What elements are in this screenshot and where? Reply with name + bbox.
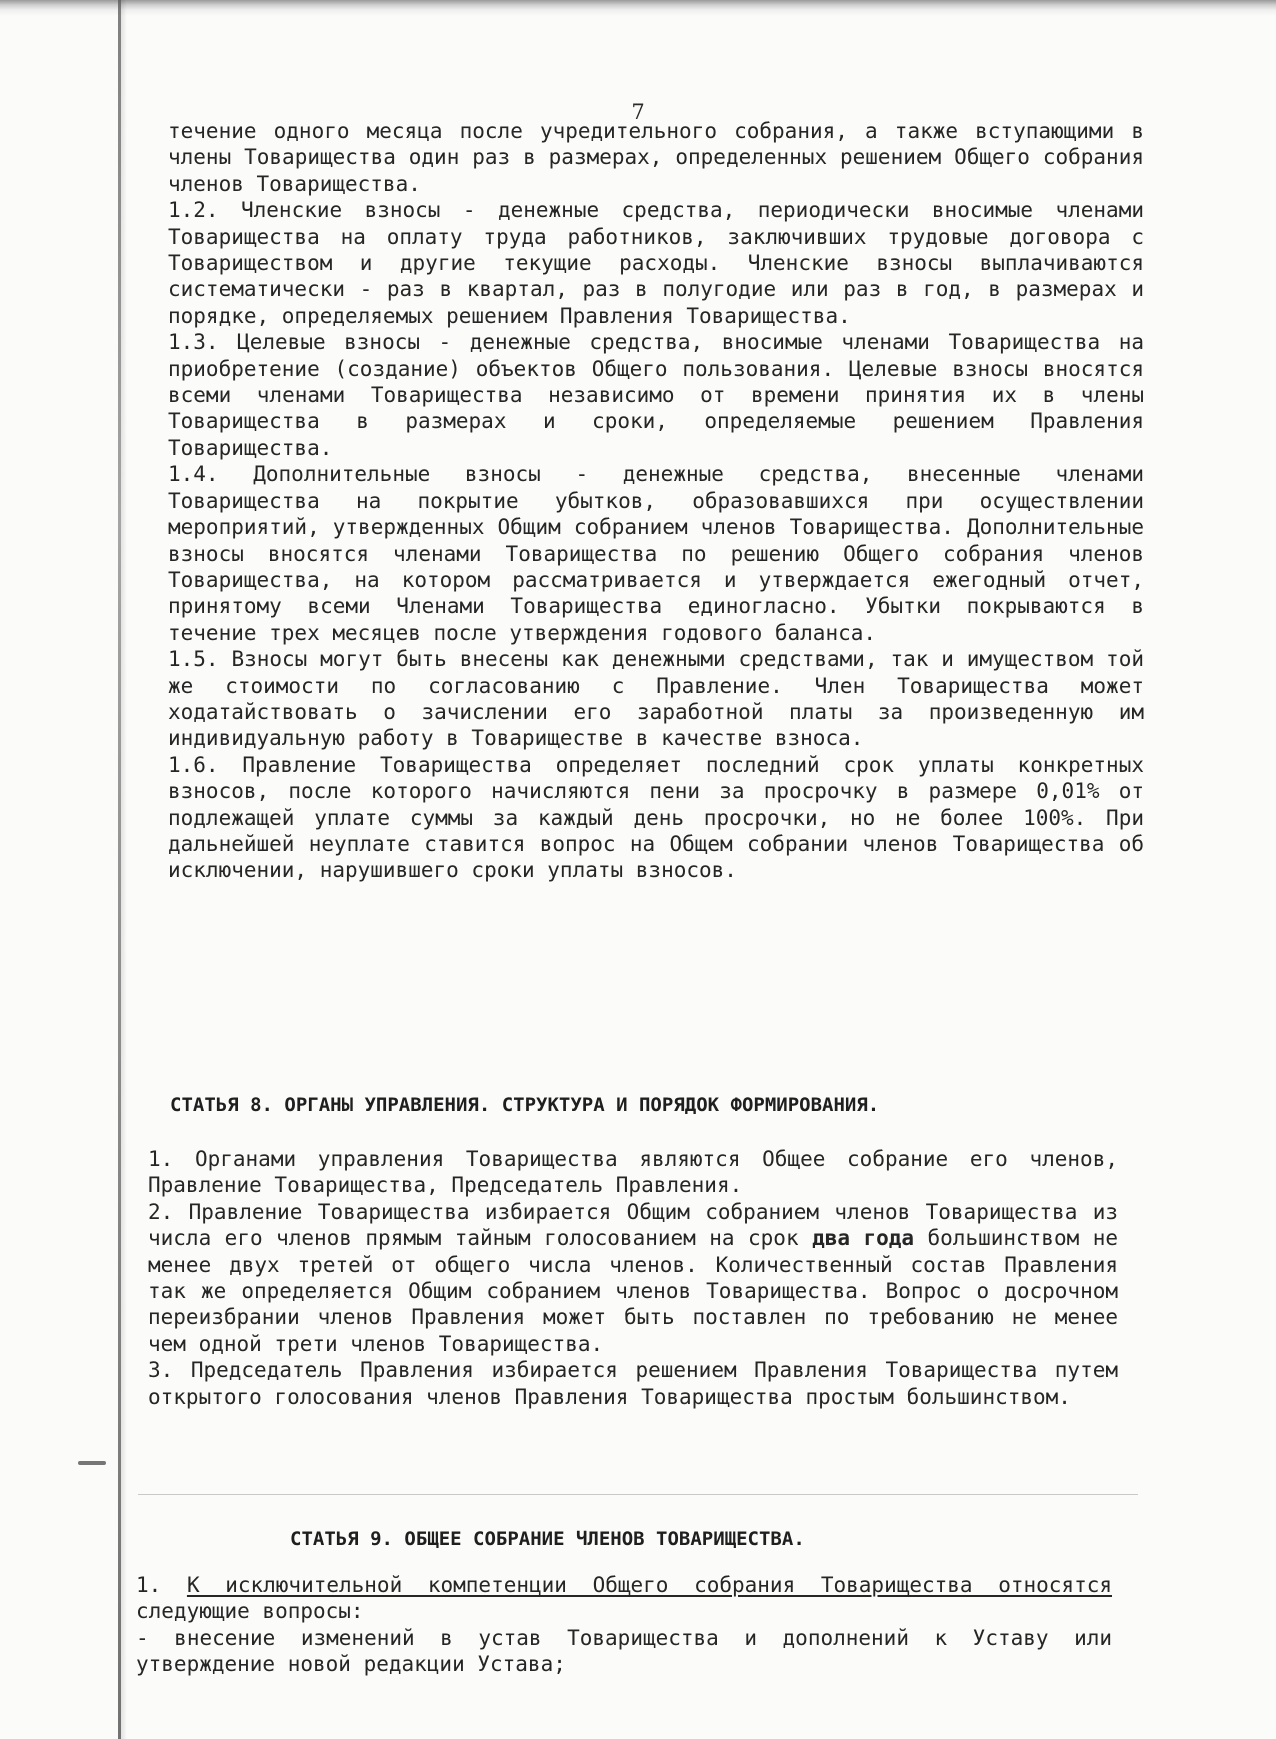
article9-body <box>136 1572 1112 1678</box>
article8-heading: СТАТЬЯ 8. ОРГАНЫ УПРАВЛЕНИЯ. СТРУКТУРА И ПОРЯДОК ФОРМИРОВАНИЯ. <box>170 1094 880 1116</box>
paragraph-1-3: 1.3. Целевые взносы - денежные средства, вносимые членами Товарищества на приобретение (создание) объектов Общего пользования. Целевые взносы вносятся всеми членами Товарищества независимо от времени принятия их в члены Товарищества в размерах и сроки, определяемые решением Правления Товарищества. <box>168 330 1144 460</box>
article9-paragraph-1-number: 1. <box>136 1573 187 1597</box>
divider-line <box>138 1494 1138 1495</box>
article8-paragraph-2 <box>148 1199 1118 1357</box>
article8-body <box>148 1146 1118 1410</box>
paragraph-1-6: 1.6. Правление Товарищества определяет последний срок уплаты конкретных взносов, после которого начисляются пени за просрочку в размере 0,01% от подлежащей уплате суммы за каждый день просрочки, но не более 100%. При дальнейшей неуплате ставится вопрос на Общем собрании членов Товарищества об исключении, нарушившего сроки уплаты взносов. <box>168 752 1144 883</box>
article8-paragraph-2-start: 2. Правление Товарищества избирается Общим собранием членов Товарищества из числа его членов прямым тайным голосованием на срок <box>148 1199 1118 1251</box>
article8-paragraph-3: 3. Председатель Правления избирается решением Правления Товарищества путем открытого голосования членов Правления Товарищества простым большинством. <box>148 1358 1118 1409</box>
scan-top-edge <box>0 0 1276 16</box>
paragraph-1-2: 1.2. Членские взносы - денежные средства, периодически вносимые членами Товарищества на оплату труда работников, заключивших трудовые договора с Товариществом и другие текущие расходы. Членские взносы выплачиваются систематически - раз в квартал, раз в полугодие или раз в год, в размерах и порядке, определяемых решением Правления Товарищества. <box>168 198 1144 328</box>
scan-left-edge-shadow <box>121 0 127 1739</box>
article7-continuation <box>168 118 1144 884</box>
article8-term-emphasis: два года <box>812 1226 915 1251</box>
article8-paragraph-2-end: большинством не менее двух третей от общего числа членов. Количественный состав Правления так же определяется Общим собранием членов Товарищества. Вопрос о досрочном переизбрании членов Правления может быть поставлен по требованию не менее чем одной трети членов Товарищества. <box>148 1226 1118 1356</box>
paragraph-1-5: 1.5. Взносы могут быть внесены как денежными средствами, так и имуществом той же стоимости по согласованию с Правление. Член Товарищества может ходатайствовать о зачислении его заработной платы за произведенную им индивидуальную работу в Товариществе в качестве взноса. <box>168 647 1144 751</box>
article9-paragraph-1-rest: следующие вопросы: <box>136 1599 364 1624</box>
scan-mark <box>78 1461 106 1465</box>
paragraph-intro: течение одного месяца после учредительного собрания, а также вступающими в члены Товарищества один раз в размерах, определенных решением Общего собрания членов Товарищества. <box>168 119 1144 196</box>
article9-paragraph-1 <box>136 1572 1112 1625</box>
page-number: 7 <box>631 100 645 124</box>
article9-underlined-phrase: К исключительной компетенции Общего собрания Товарищества относятся <box>186 1573 1112 1597</box>
article9-heading: СТАТЬЯ 9. ОБЩЕЕ СОБРАНИЕ ЧЛЕНОВ ТОВАРИЩЕСТВА. <box>290 1528 805 1550</box>
article8-paragraph-1: 1. Органами управления Товарищества являются Общее собрание его членов, Правление Товарищества, Председатель Правления. <box>148 1147 1118 1198</box>
article9-item-1: - внесение изменений в устав Товарищества и дополнений к Уставу или утверждение новой редакции Устава; <box>136 1625 1112 1677</box>
paragraph-1-4: 1.4. Дополнительные взносы - денежные средства, внесенные членами Товарищества на покрытие убытков, образовавшихся при осуществлении мероприятий, утвержденных Общим собранием членов Товарищества. Дополнительные взносы вносятся членами Товарищества по решению Общего собрания членов Товарищества, на котором рассматривается и утверждается ежегодный отчет, принятому всеми Членами Товарищества единогласно. Убытки покрываются в течение трех месяцев после утверждения годового баланса. <box>168 462 1144 645</box>
